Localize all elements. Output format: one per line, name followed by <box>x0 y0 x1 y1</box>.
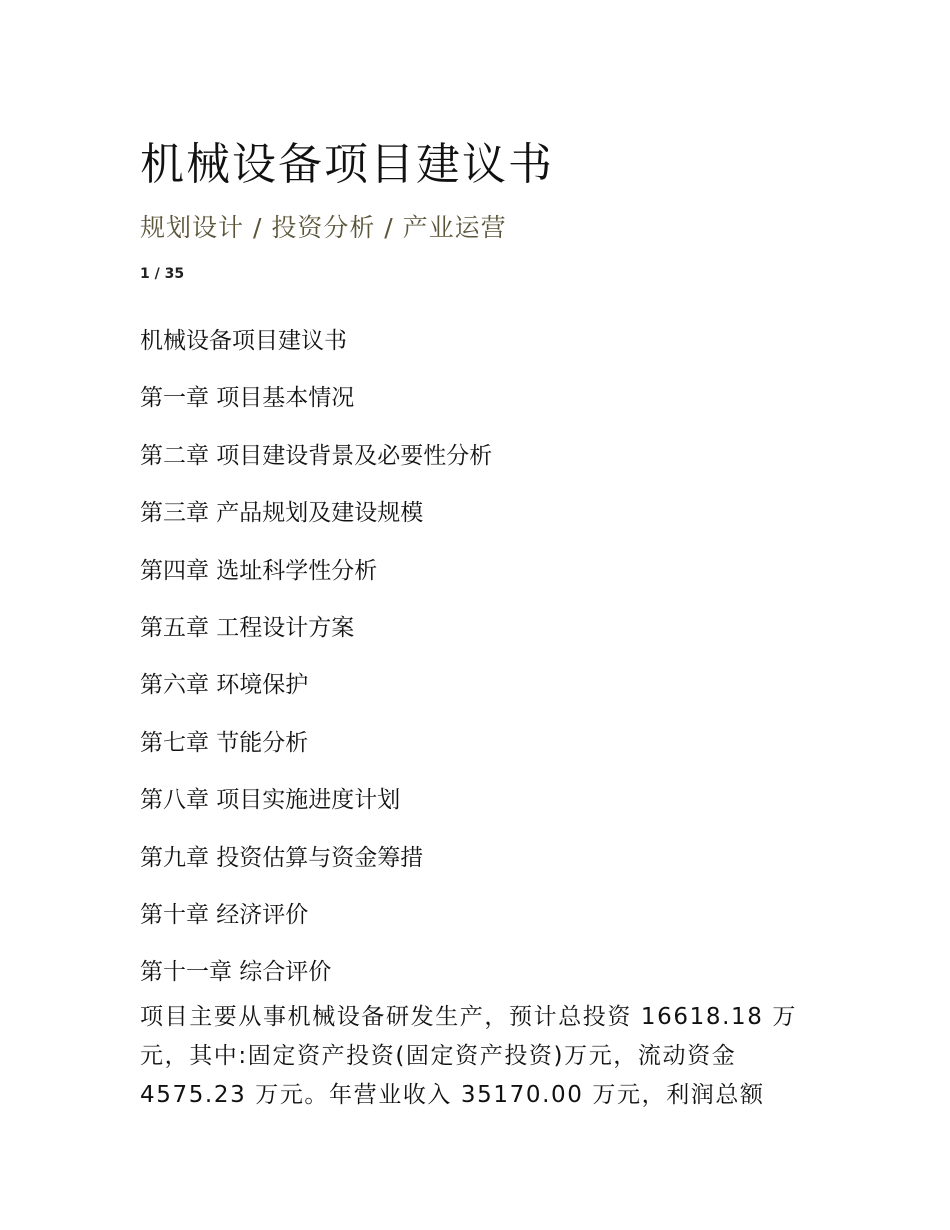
document-title: 机械设备项目建议书 <box>140 139 554 190</box>
toc-item: 第九章 投资估算与资金筹措 <box>140 844 424 871</box>
toc-item: 第十一章 综合评价 <box>140 959 332 986</box>
toc-item: 第五章 工程设计方案 <box>140 614 355 641</box>
toc-item: 第十章 经济评价 <box>140 901 309 928</box>
toc-item: 第二章 项目建设背景及必要性分析 <box>140 442 493 469</box>
toc-item: 第三章 产品规划及建设规模 <box>140 500 424 527</box>
toc-item: 第八章 项目实施进度计划 <box>140 787 401 814</box>
toc-item: 第六章 环境保护 <box>140 672 309 699</box>
summary-paragraph: 项目主要从事机械设备研发生产，预计总投资 16618.18 万元，其中:固定资产投资(固定资产投资)万元，流动资金 4575.23 万元。年营业收入 35170.00 万元，利润总额 <box>140 1004 797 1108</box>
table-of-contents <box>140 313 492 1002</box>
toc-item: 第七章 节能分析 <box>140 729 309 756</box>
page-counter: 1 / 35 <box>140 266 185 282</box>
document-subtitle: 规划设计 / 投资分析 / 产业运营 <box>140 213 507 242</box>
toc-item: 第四章 选址科学性分析 <box>140 557 378 584</box>
toc-item: 机械设备项目建议书 <box>140 328 347 354</box>
toc-item: 第一章 项目基本情况 <box>140 385 355 412</box>
